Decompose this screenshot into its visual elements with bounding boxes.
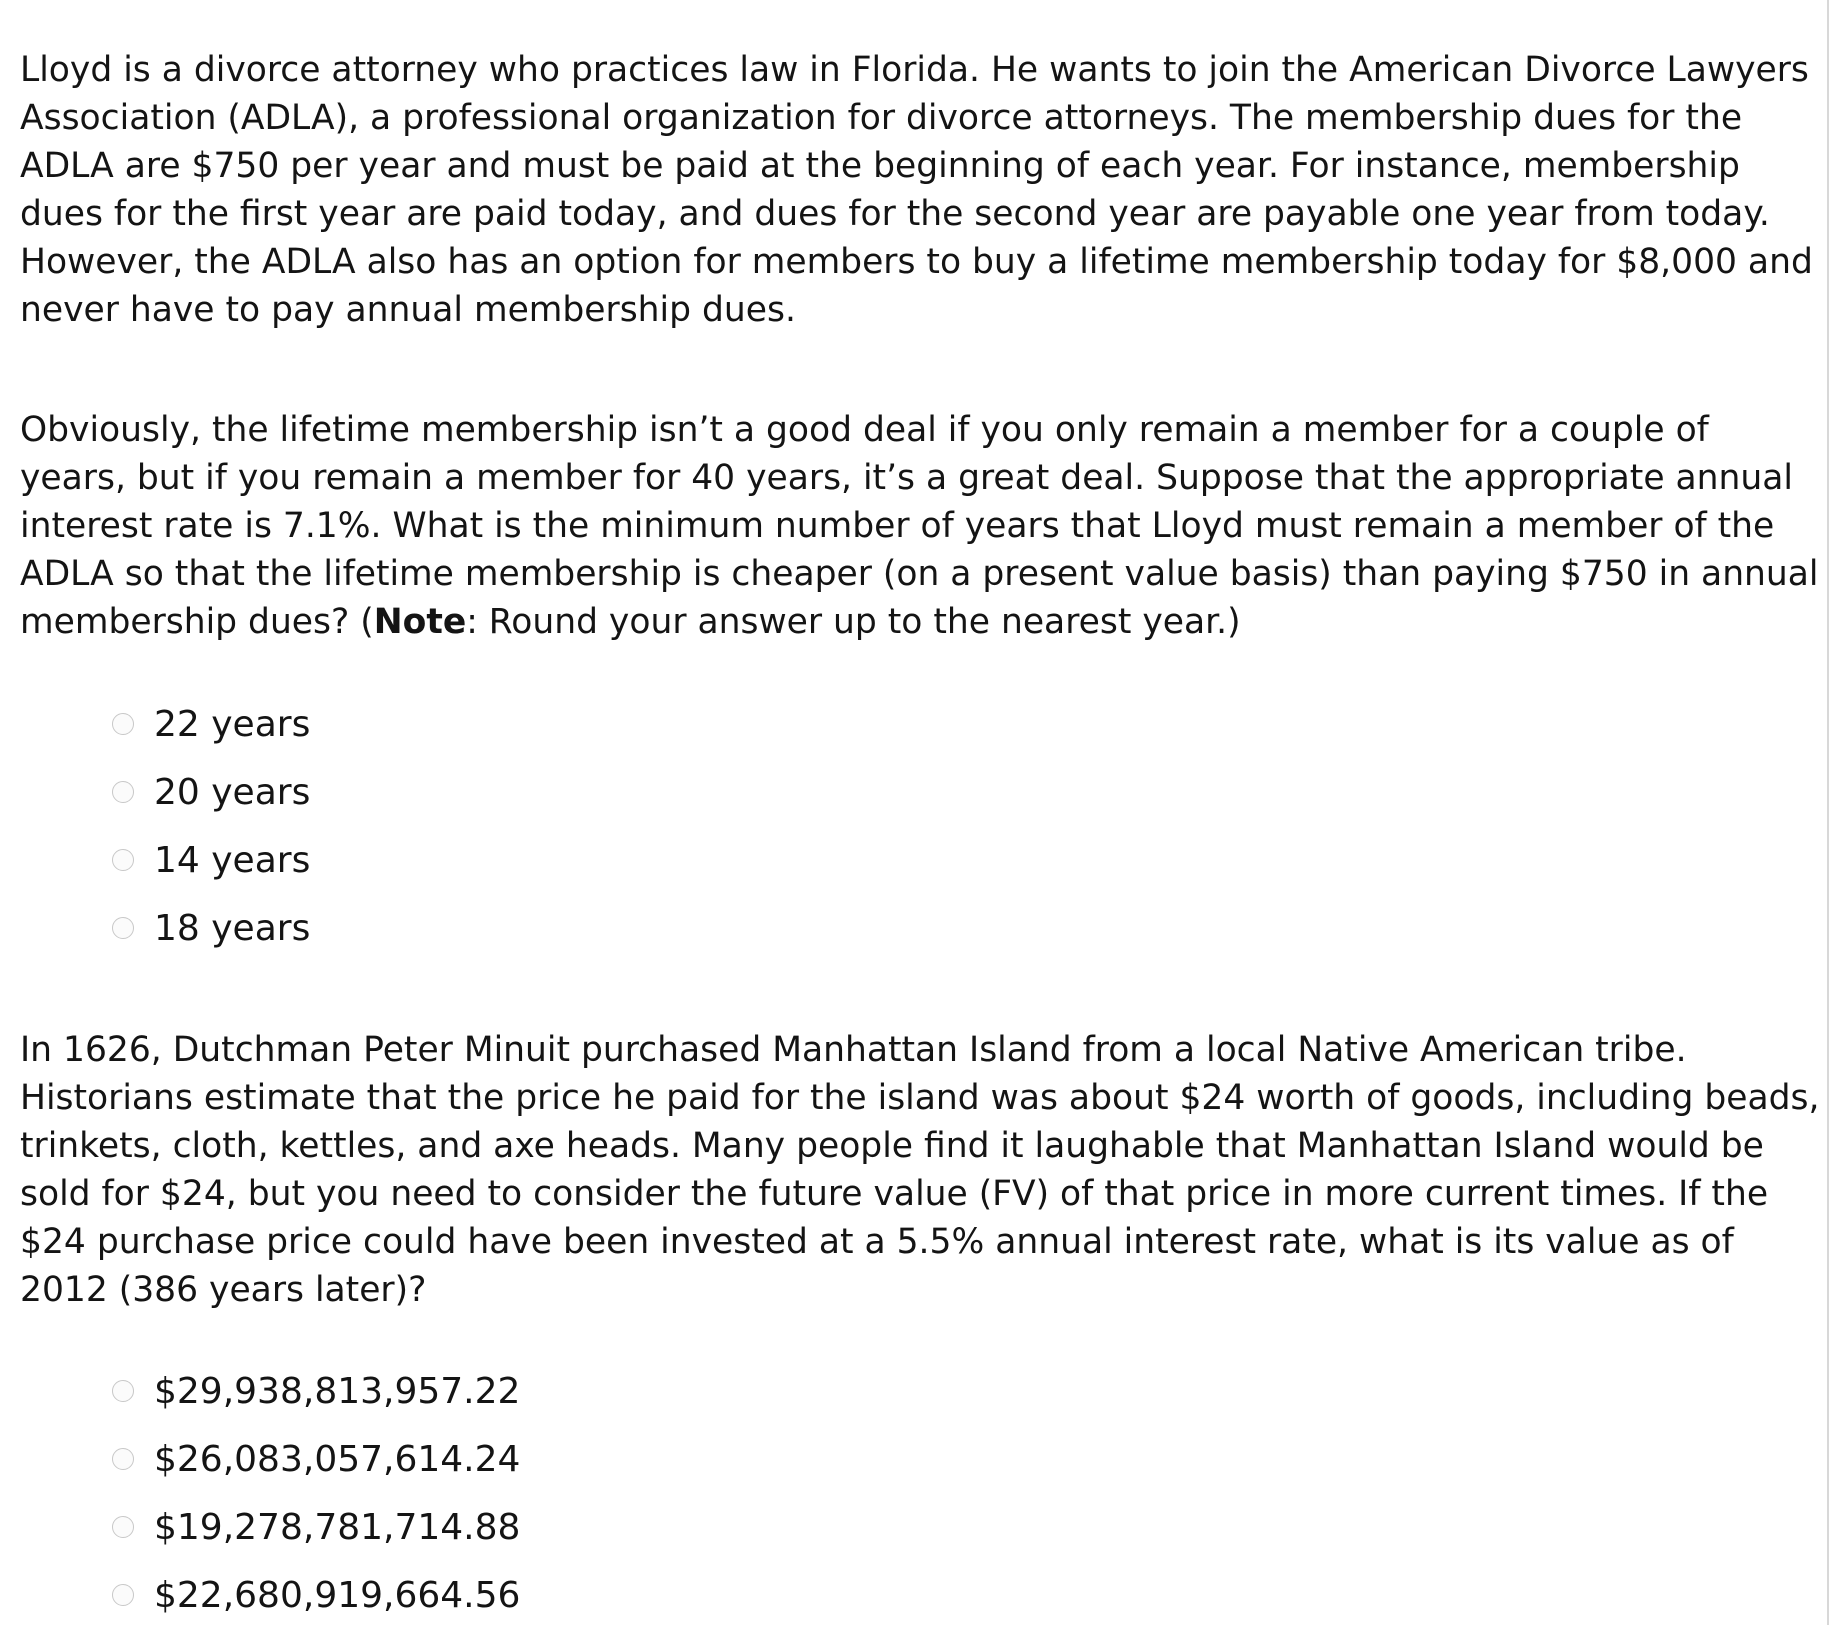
option-label: $22,680,919,664.56 <box>154 1574 521 1616</box>
note-label: Note <box>373 602 467 642</box>
radio-button-icon[interactable] <box>112 917 134 939</box>
question-3-option-2[interactable] <box>112 1425 520 1493</box>
question-2-text-main: Obviously, the lifetime membership isn’t a good deal if you only remain a member for a couple of years, but if you remain a member for 40 years, it’s a great deal. Suppose that the appropriate annual interest rate is 7.1%. What is the minimum number of years that Lloyd must remain a member of the ADLA so that the lifetime membership is cheaper (on a present value basis) than paying $750 in annual membership dues? ( <box>20 410 1819 642</box>
question-3-option-4[interactable] <box>112 1561 520 1629</box>
option-label: 20 years <box>154 771 311 813</box>
radio-button-icon[interactable] <box>112 1516 134 1538</box>
option-label: 14 years <box>154 839 311 881</box>
option-label: 22 years <box>154 703 311 745</box>
question-2-text <box>20 406 1820 646</box>
radio-button-icon[interactable] <box>112 849 134 871</box>
radio-button-icon[interactable] <box>112 1584 134 1606</box>
question-3-option-3[interactable] <box>112 1493 520 1561</box>
radio-button-icon[interactable] <box>112 1380 134 1402</box>
radio-button-icon[interactable] <box>112 781 134 803</box>
option-label: $19,278,781,714.88 <box>154 1506 521 1548</box>
question-3-option-1[interactable] <box>112 1357 520 1425</box>
question-2-option-3[interactable] <box>112 826 310 894</box>
option-label: $29,938,813,957.22 <box>154 1370 521 1412</box>
question-1-text: Lloyd is a divorce attorney who practices law in Florida. He wants to join the American Divorce Lawyers Association (ADLA), a professional organization for divorce attorneys. The membership dues for the ADLA are $750 per year and must be paid at the beginning of each year. For instance, membership dues for the first year are paid today, and dues for the second year are payable one year from today. However, the ADLA also has an option for members to buy a lifetime membership today for $8,000 and never have to pay annual membership dues. <box>20 50 1813 330</box>
question-2-option-1[interactable] <box>112 690 310 758</box>
question-2-options <box>112 690 310 962</box>
radio-button-icon[interactable] <box>112 1448 134 1470</box>
question-3-options <box>112 1357 520 1629</box>
question-2-option-4[interactable] <box>112 894 310 962</box>
option-label: 18 years <box>154 907 311 949</box>
radio-button-icon[interactable] <box>112 713 134 735</box>
question-3-text: In 1626, Dutchman Peter Minuit purchased Manhattan Island from a local Native American tribe. Historians estimate that the price he paid for the island was about $24 worth of goods, including beads, trinkets, cloth, kettles, and axe heads. Many people find it laughable that Manhattan Island would be sold for $24, but you need to consider the future value (FV) of that price in more current times. If the $24 purchase price could have been invested at a 5.5% annual interest rate, what is its value as of 2012 (386 years later)? <box>20 1030 1820 1310</box>
option-label: $26,083,057,614.24 <box>154 1438 521 1480</box>
question-2-option-2[interactable] <box>112 758 310 826</box>
question-2-text-note: : Round your answer up to the nearest year.) <box>466 602 1241 642</box>
